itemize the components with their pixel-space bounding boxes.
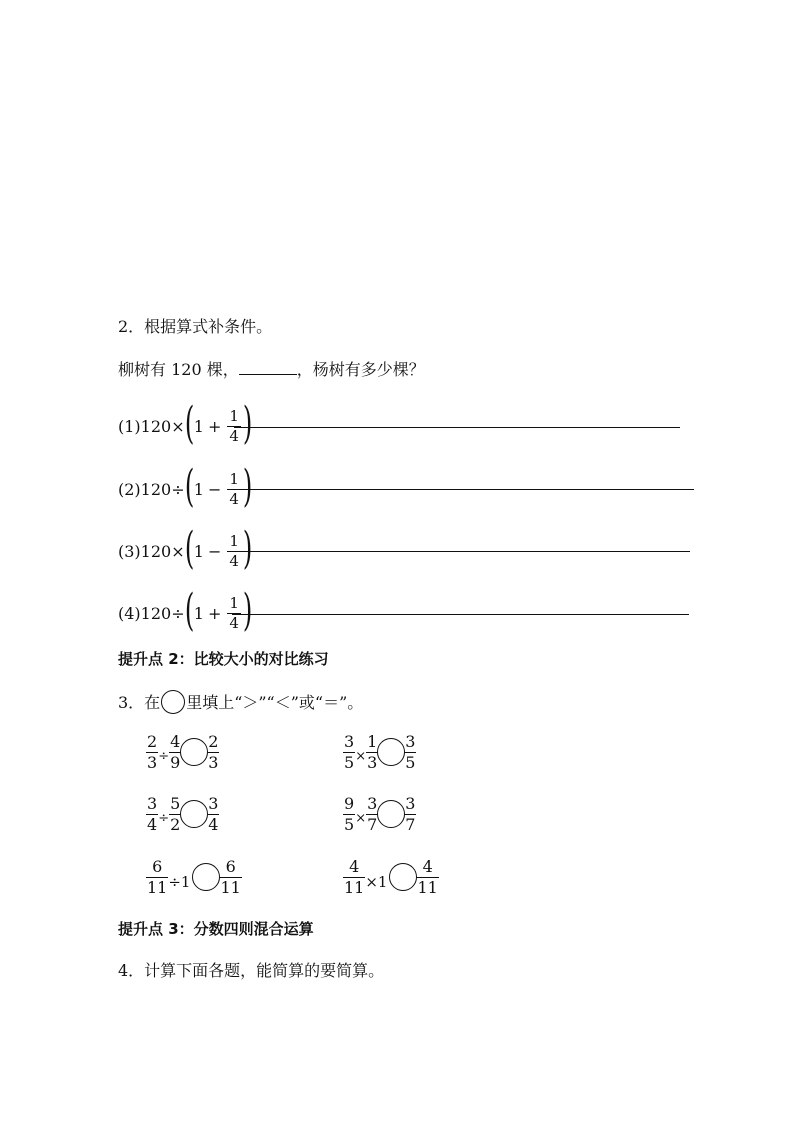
fraction: [416, 857, 438, 898]
circle-icon: [161, 690, 185, 714]
operator: +: [207, 416, 222, 436]
fraction: [343, 857, 365, 898]
numerator: 4: [349, 856, 360, 876]
answer-line-1[interactable]: [234, 427, 680, 428]
answer-circle[interactable]: [180, 738, 208, 766]
fraction: [227, 407, 241, 446]
one: 1: [193, 603, 204, 623]
fraction: [343, 794, 355, 835]
answer-blank[interactable]: [239, 357, 297, 375]
numerator: 6: [152, 856, 163, 876]
numerator: 3: [344, 731, 355, 751]
section-heading-3: 提升点 3：分数四则混合运算: [118, 920, 314, 938]
compare-item-6: [343, 855, 439, 899]
denominator: 4: [208, 814, 219, 834]
denominator: 5: [344, 814, 355, 834]
denominator: 4: [229, 489, 239, 508]
formula-row-1: [118, 398, 252, 454]
denominator: 4: [229, 613, 239, 632]
answer-circle[interactable]: [389, 863, 417, 891]
fraction: [207, 794, 219, 835]
fraction: [404, 732, 416, 773]
denominator: 7: [405, 814, 416, 834]
denominator: 4: [229, 551, 239, 570]
operator: +: [207, 603, 222, 623]
compare-item-1: [146, 730, 219, 774]
stem-text-before: 柳树有 120 棵，: [118, 360, 239, 379]
formula-row-4: [118, 585, 252, 641]
fraction: [343, 732, 355, 773]
numerator: 9: [344, 793, 355, 813]
compare-item-2: [343, 730, 416, 774]
formula-row-3: [118, 523, 252, 579]
right-paren: ): [242, 523, 253, 574]
numerator: 1: [367, 731, 378, 751]
formula-label: (3)120×: [118, 541, 185, 561]
one: 1: [193, 479, 204, 499]
denominator: 4: [147, 814, 158, 834]
numerator: 3: [367, 793, 378, 813]
denominator: 5: [344, 752, 355, 772]
numerator: 3: [405, 793, 416, 813]
denominator: 3: [147, 752, 158, 772]
denominator: 11: [220, 877, 241, 897]
formula-label: (2)120÷: [118, 479, 185, 499]
answer-line-4[interactable]: [232, 614, 689, 615]
section-heading-2: 提升点 2：比较大小的对比练习: [118, 650, 329, 668]
denominator: 7: [367, 814, 378, 834]
denominator: 4: [229, 426, 239, 445]
denominator: 9: [170, 752, 181, 772]
formula-label: (4)120÷: [118, 603, 185, 623]
left-paren: (: [184, 523, 194, 574]
numerator: 2: [147, 731, 158, 751]
numerator: 1: [229, 469, 239, 488]
formula-label: (1)120×: [118, 416, 185, 436]
question-2-title: 2．根据算式补条件。: [118, 317, 273, 336]
numerator: 3: [147, 793, 158, 813]
operator: ×: [355, 748, 367, 764]
operator: ÷: [158, 748, 170, 764]
title-before: 3．在: [118, 693, 161, 712]
left-paren: (: [184, 461, 194, 512]
right-paren: ): [242, 461, 253, 512]
answer-circle[interactable]: [192, 863, 220, 891]
compare-item-3: [146, 792, 219, 836]
fraction: [227, 594, 241, 633]
numerator: 1: [229, 531, 239, 550]
question-4-title: 4．计算下面各题，能简算的要简算。: [118, 961, 385, 980]
numerator: 2: [208, 731, 219, 751]
fraction: [404, 794, 416, 835]
denominator: 3: [208, 752, 219, 772]
one: 1: [193, 541, 204, 561]
denominator: 3: [367, 752, 378, 772]
operator: −: [207, 541, 222, 561]
answer-line-2[interactable]: [229, 489, 694, 490]
numerator: 6: [225, 856, 236, 876]
numerator: 4: [170, 731, 181, 751]
denominator: 11: [147, 877, 168, 897]
answer-circle[interactable]: [180, 800, 208, 828]
title-after: 里填上“＞”“＜”或“＝”。: [186, 693, 364, 712]
numerator: 1: [229, 593, 239, 612]
fraction: [146, 794, 158, 835]
numerator: 4: [422, 856, 433, 876]
operator: ÷: [158, 810, 170, 826]
left-paren: (: [184, 585, 194, 636]
fraction: [146, 857, 168, 898]
numerator: 5: [170, 793, 181, 813]
one: 1: [193, 416, 204, 436]
answer-line-3[interactable]: [234, 551, 690, 552]
right-paren: ): [242, 398, 253, 449]
stem-text-after: ，杨树有多少棵？: [296, 360, 425, 379]
fraction: [219, 857, 241, 898]
numerator: 3: [405, 731, 416, 751]
question-2-stem: [118, 357, 425, 381]
operator: ÷1: [168, 873, 191, 891]
compare-item-4: [343, 792, 416, 836]
operator: ×1: [365, 873, 388, 891]
operator: ×: [355, 810, 367, 826]
fraction: [207, 732, 219, 773]
denominator: 11: [344, 877, 365, 897]
numerator: 1: [229, 406, 239, 425]
fraction: [146, 732, 158, 773]
left-paren: (: [184, 398, 194, 449]
answer-circle[interactable]: [377, 738, 405, 766]
numerator: 3: [208, 793, 219, 813]
operator: −: [207, 479, 222, 499]
compare-item-5: [146, 855, 242, 899]
right-paren: ): [242, 585, 253, 636]
denominator: 11: [417, 877, 438, 897]
answer-circle[interactable]: [377, 800, 405, 828]
question-3-title: [118, 690, 363, 714]
denominator: 5: [405, 752, 416, 772]
denominator: 2: [170, 814, 181, 834]
